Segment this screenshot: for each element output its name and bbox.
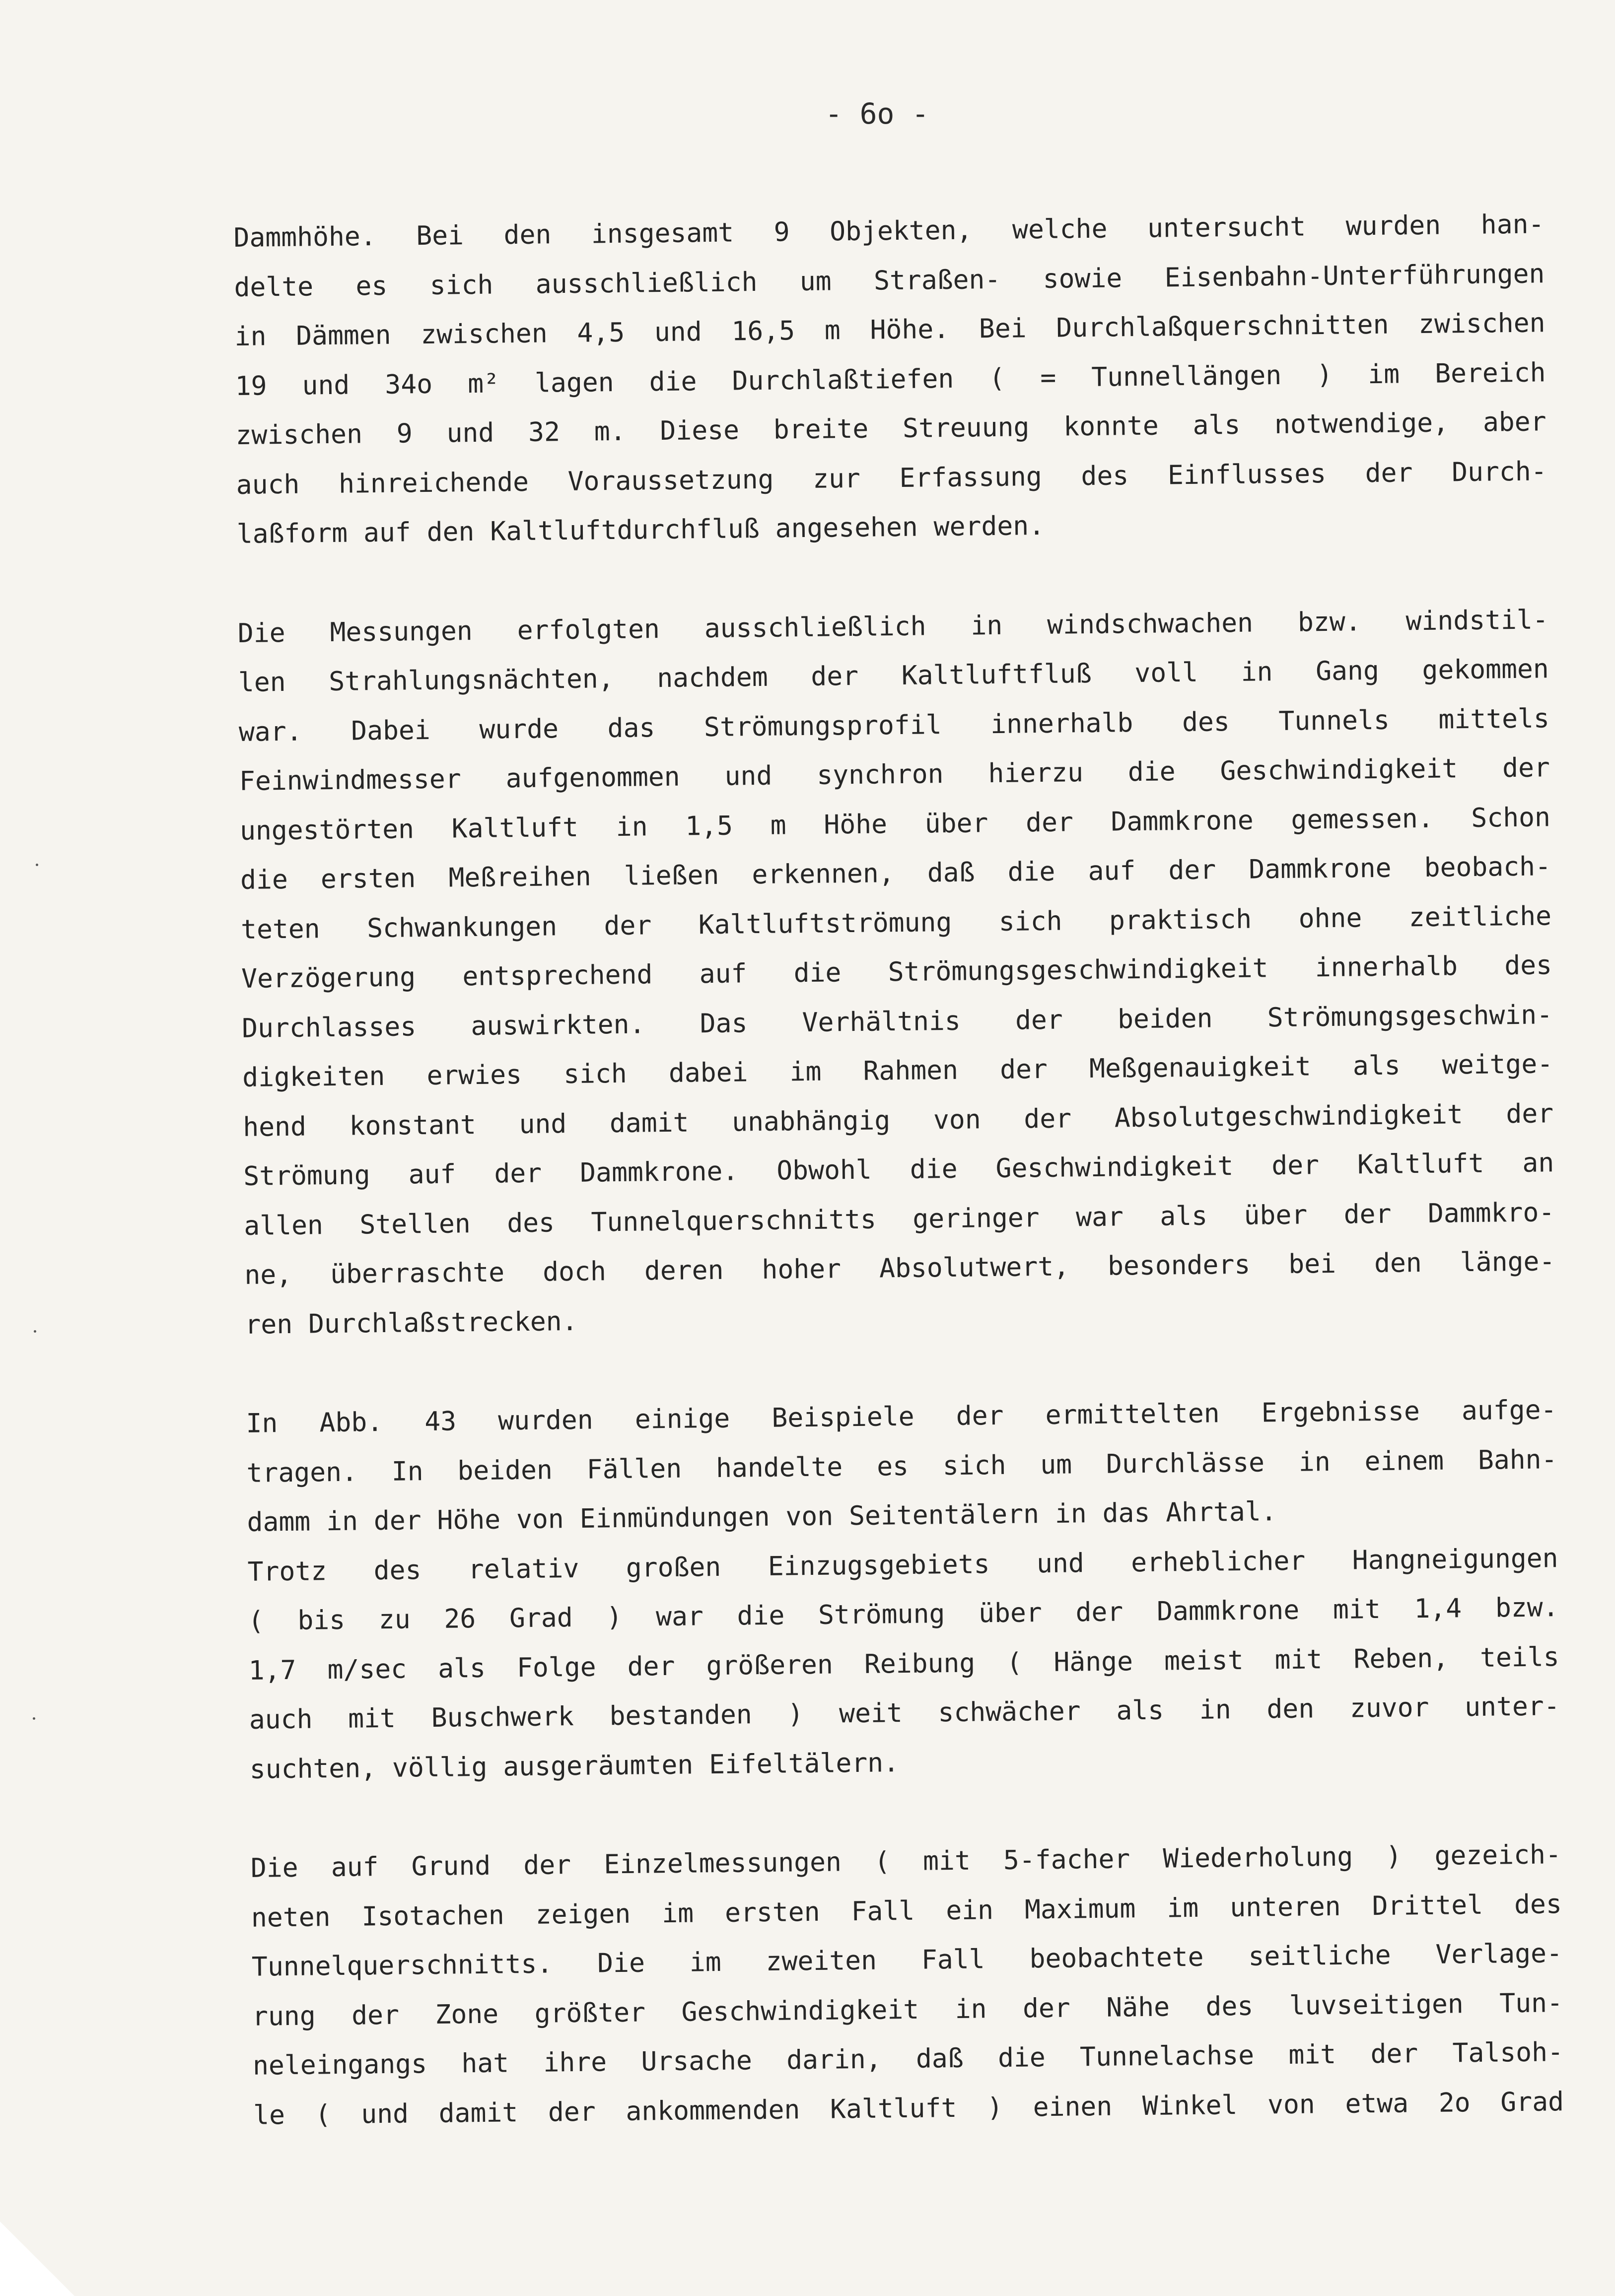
folded-corner <box>0 2222 74 2296</box>
text-line: tragen. In beiden Fällen handelte es sich um Durchlässe in einem Bahn- <box>246 1444 1557 1488</box>
text-line: Tunnelquerschnitts. Die im zweiten Fall beobachtete seitliche Verlage- <box>251 1938 1563 1982</box>
text-line: ren Durchlaßstrecken. <box>245 1306 578 1340</box>
text-line: Dammhöhe. Bei den insgesamt 9 Objekten, welche untersucht wurden han- <box>233 209 1545 253</box>
paragraph-1 <box>233 200 1547 559</box>
text-line: Die Messungen erfolgten ausschließlich in windschwachen bzw. windstil- <box>237 604 1549 649</box>
text-line: in Dämmen zwischen 4,5 und 16,5 m Höhe. Bei Durchlaßquerschnitten zwischen <box>234 308 1545 352</box>
margin-speck <box>34 1330 36 1333</box>
paragraph-3 <box>246 1385 1560 1794</box>
text-line: Feinwindmesser aufgenommen und synchron hierzu die Geschwindigkeit der <box>239 752 1550 797</box>
text-line: neten Isotachen zeigen im ersten Fall ein Maximum im unteren Drittel des <box>251 1889 1562 1933</box>
text-line: Die auf Grund der Einzelmessungen ( mit 5-facher Wiederholung ) gezeich- <box>250 1839 1562 1884</box>
text-line: delte es sich ausschließlich um Straßen- sowie Eisenbahn-Unterführungen <box>234 258 1545 303</box>
text-line: auch mit Buschwerk bestanden ) weit schwächer als in den zuvor unter- <box>249 1691 1560 1735</box>
body-text <box>233 200 1565 2189</box>
text-line: zwischen 9 und 32 m. Diese breite Streuung konnte als notwendige, aber <box>235 406 1546 451</box>
text-line: Strömung auf der Dammkrone. Obwohl die Geschwindigkeit der Kaltluft an <box>243 1148 1554 1192</box>
page-number: - 6o - <box>825 97 929 131</box>
text-line: auch hinreichende Voraussetzung zur Erfassung des Einflusses der Durch- <box>236 456 1547 500</box>
text-line: neleingangs hat ihre Ursache darin, daß die Tunnelachse mit der Talsoh- <box>252 2037 1564 2081</box>
text-line: war. Dabei wurde das Strömungsprofil innerhalb des Tunnels mittels <box>238 703 1550 747</box>
margin-speck <box>36 864 38 866</box>
text-line: Durchlasses auswirkten. Das Verhältnis der beiden Strömungsgeschwin- <box>241 999 1553 1044</box>
text-line: 1,7 m/sec als Folge der größeren Reibung ( Hänge meist mit Reben, teils <box>248 1641 1559 1686</box>
text-line: digkeiten erwies sich dabei im Rahmen der Meßgenauigkeit als weitge- <box>242 1049 1553 1093</box>
text-line: 19 und 34o m² lagen die Durchlaßtiefen ( = Tunnellängen ) im Bereich <box>235 357 1546 402</box>
text-line: le ( und damit der ankommenden Kaltluft ) einen Winkel von etwa 2o Grad <box>253 2086 1564 2131</box>
text-line: teten Schwankungen der Kaltluftströmung sich praktisch ohne zeitliche <box>240 900 1552 945</box>
paragraph-2 <box>237 595 1555 1350</box>
text-line: damm in der Höhe von Einmündungen von Seitentälern in das Ahrtal. <box>247 1496 1277 1538</box>
text-line: laßform auf den Kaltluftdurchfluß angesehen werden. <box>236 510 1045 549</box>
text-line: hend konstant und damit unabhängig von der Absolutgeschwindigkeit der <box>242 1098 1554 1143</box>
paragraph-4 <box>250 1830 1564 2140</box>
text-line: allen Stellen des Tunnelquerschnitts geringer war als über der Dammkro- <box>244 1197 1555 1241</box>
text-line: ( bis zu 26 Grad ) war die Strömung über der Dammkrone mit 1,4 bzw. <box>248 1592 1559 1636</box>
text-line: ne, überraschte doch deren hoher Absolutwert, besonders bei den länge- <box>244 1246 1555 1290</box>
text-line: suchten, völlig ausgeräumten Eifeltälern. <box>249 1747 900 1785</box>
text-line: Verzögerung entsprechend auf die Strömungsgeschwindigkeit innerhalb des <box>241 950 1552 994</box>
margin-speck <box>33 1717 35 1720</box>
text-line: Trotz des relativ großen Einzugsgebiets und erheblicher Hangneigungen <box>247 1543 1558 1587</box>
text-line: die ersten Meßreihen ließen erkennen, daß die auf der Dammkrone beobach- <box>240 851 1551 895</box>
text-line: len Strahlungsnächten, nachdem der Kaltluftfluß voll in Gang gekommen <box>238 654 1549 698</box>
text-line: rung der Zone größter Geschwindigkeit in der Nähe des luvseitigen Tun- <box>252 1987 1563 2032</box>
text-line: In Abb. 43 wurden einige Beispiele der ermittelten Ergebnisse aufge- <box>246 1395 1557 1439</box>
text-line: ungestörten Kaltluft in 1,5 m Höhe über der Dammkrone gemessen. Schon <box>239 802 1551 846</box>
